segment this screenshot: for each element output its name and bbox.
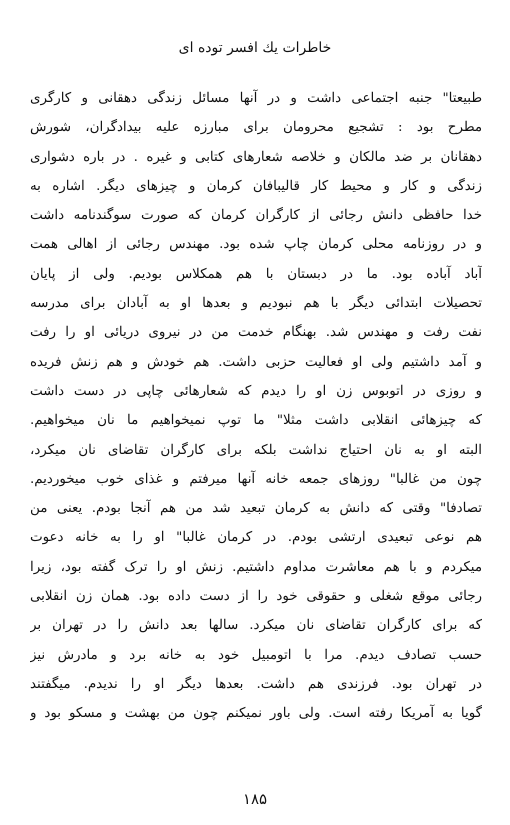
text-line: زندگی و کار و محیط کار قالیبافان کرمان و چیزهای دیگر. اشاره به xyxy=(30,178,482,194)
text-line: مطرح بود : تشجیع محرومان برای مبارزه علیه بیدادگران، شورش xyxy=(30,120,482,136)
text-line: که برای کارگران تقاضای نان میکرد. سالها بعد دانش را در تهران بر xyxy=(30,618,482,634)
text-line: تصادفا" وقتی که دانش به کرمان تبعید شد من هم آنجا بودم. یعنی من xyxy=(30,501,482,517)
text-line: خدا حافظی دانش رجائی از کارگران کرمان که صورت سوگندنامه داشت xyxy=(30,208,482,224)
running-header: خاطرات یك افسر توده ای xyxy=(178,40,332,56)
text-line: و در روزنامه محلی کرمان چاپ شده بود. مهندس رجائی از اهالی همت xyxy=(30,237,482,253)
text-line: میکردم و با هم معاشرت مداوم داشتیم. زنش او را ترک گفته بود، زیرا xyxy=(30,559,482,575)
text-line: رجائی موقع شغلی و حقوقی خود را از دست داده بود. همان زن انقلابی xyxy=(30,589,482,605)
text-line: طبیعتا" جنبه اجتماعی داشت و در آنها مسائل زندگی دهقانی و کارگری xyxy=(30,91,482,106)
text-line: تحصیلات ابتدائی دیگر با هم نبودیم و بعدها او به آبادان برای مدرسه xyxy=(30,296,482,312)
text-line: نفت رفت و مهندس شد. بهنگام خدمت من در نیروی دریائی او را رفت xyxy=(30,325,482,341)
text-line: که چیزهائی انقلابی داشت مثلا" ما توپ نمیخواهیم ما نان میخواهیم. xyxy=(30,413,482,429)
text-line: البته او به نان احتیاج نداشت بلکه برای کارگران تقاضای نان میکرد، xyxy=(30,442,482,458)
text-line: دهقانان بر ضد مالکان و خلاصه شعارهای کتابی و غیره . در باره دشواری xyxy=(30,149,482,165)
page-number: ۱۸۵ xyxy=(242,790,268,808)
text-line: هم نوعی تبعیدی ارتشی بودم. در کرمان غالبا" او را به خانه دعوت xyxy=(30,530,482,546)
text-line: آباد آباده بود. ما در دبستان با هم همکلاس بودیم. ولی از پایان xyxy=(30,266,482,282)
text-line: حسب تصادف دیدم. مرا با اتومبیل خود به خانه برد و مادرش نیز xyxy=(30,647,482,663)
text-line: و آمد داشتیم ولی او فعالیت حزبی داشت. هم خودش و هم زنش فریده xyxy=(30,354,482,370)
text-line: و روزی در اتوبوس زن او را دیدم که شعارهائی چاپی در دست داشت xyxy=(30,383,482,399)
body-text xyxy=(30,84,482,729)
text-line: چون من غالبا" روزهای جمعه خانه آنها میرفتم و غذای خوب میخوردیم. xyxy=(30,471,482,487)
text-line: در تهران بود. فرزندی هم داشت. بعدها دیگر او را ندیدم. میگفتند xyxy=(30,676,482,692)
text-line: گویا به آمریکا رفته است. ولی باور نمیکنم چون من بهشت و مسکو بود و xyxy=(30,706,482,722)
